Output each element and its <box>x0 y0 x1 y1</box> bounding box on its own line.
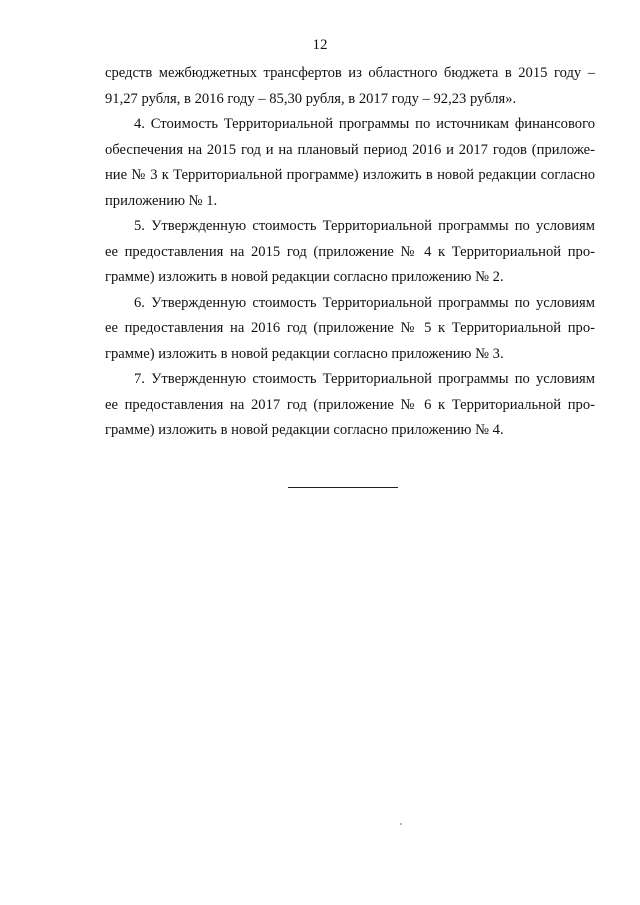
text-line: обеспечения на 2015 год и на плановый период 2016 и 2017 годов (приложе- <box>105 141 595 158</box>
text-line: приложению № 1. <box>105 192 218 209</box>
text-line: 91,27 рубля, в 2016 году – 85,30 рубля, в 2017 году – 92,23 рубля». <box>105 90 517 107</box>
text-line: 7. Утвержденную стоимость Территориальной программы по условиям <box>134 371 595 387</box>
scan-speck <box>400 823 402 825</box>
paragraph-item-6 <box>105 291 595 368</box>
text-line: 6. Утвержденную стоимость Территориальной программы по условиям <box>134 294 595 311</box>
document-body <box>105 61 595 444</box>
text-line: средств межбюджетных трансфертов из областного бюджета в 2015 году – <box>105 65 595 81</box>
page-number: 12 <box>312 37 328 53</box>
text-line: грамме) изложить в новой редакции согласно приложению № 4. <box>105 422 504 438</box>
paragraph-continuation <box>105 61 595 112</box>
paragraph-item-7 <box>105 367 595 444</box>
text-line: ее предоставления на 2017 год (приложение № 6 к Территориальной про- <box>105 396 595 413</box>
text-line: грамме) изложить в новой редакции согласно приложению № 2. <box>105 269 504 285</box>
text-line: грамме) изложить в новой редакции согласно приложению № 3. <box>105 345 504 362</box>
text-line: ее предоставления на 2015 год (приложение № 4 к Территориальной про- <box>105 243 595 260</box>
closing-divider-line <box>288 487 398 488</box>
paragraph-item-4 <box>105 112 595 214</box>
text-line: ее предоставления на 2016 год (приложение № 5 к Территориальной про- <box>105 320 595 336</box>
text-line: ние № 3 к Территориальной программе) изложить в новой редакции согласно <box>105 167 595 183</box>
text-line: 5. Утвержденную стоимость Территориальной программы по условиям <box>134 218 595 234</box>
paragraph-item-5 <box>105 214 595 291</box>
text-line: 4. Стоимость Территориальной программы по источникам финансового <box>134 116 595 132</box>
